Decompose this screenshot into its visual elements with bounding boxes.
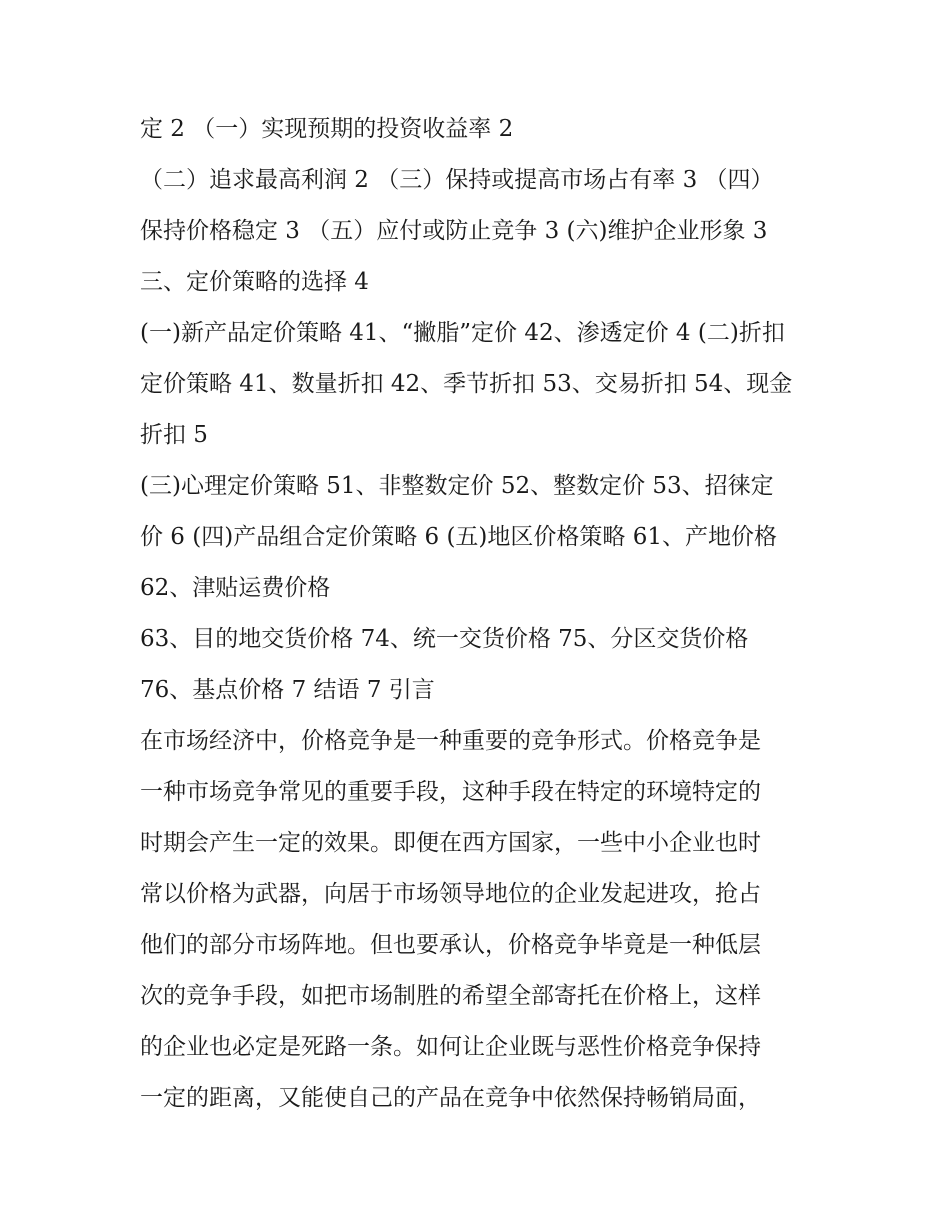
body-paragraph-line: 次的竞争手段，如把市场制胜的希望全部寄托在价格上，这样 xyxy=(140,983,761,1009)
toc-line: （二）追求最高利润 2 （三）保持或提高市场占有率 3 （四） xyxy=(140,167,774,193)
document-body xyxy=(140,104,820,1124)
toc-line: 62、津贴运费价格 xyxy=(140,575,331,601)
body-paragraph-line: 一种市场竞争常见的重要手段，这种手段在特定的环境特定的 xyxy=(140,779,761,805)
toc-heading: 三、定价策略的选择 4 xyxy=(140,269,369,295)
toc-line: 保持价格稳定 3 （五）应付或防止竞争 3 (六)维护企业形象 3 xyxy=(140,218,768,244)
body-paragraph-line: 时期会产生一定的效果。即便在西方国家，一些中小企业也时 xyxy=(140,830,761,856)
toc-line: 76、基点价格 7 结语 7 引言 xyxy=(140,677,435,703)
body-paragraph-line: 一定的距离，又能使自己的产品在竞争中依然保持畅销局面， xyxy=(140,1085,761,1111)
toc-line: (三)心理定价策略 51、非整数定价 52、整数定价 53、招徕定 xyxy=(140,473,774,499)
body-paragraph-line: 的企业也必定是死路一条。如何让企业既与恶性价格竞争保持 xyxy=(140,1034,761,1060)
toc-line: 折扣 5 xyxy=(140,422,208,448)
toc-line: 63、目的地交货价格 74、统一交货价格 75、分区交货价格 xyxy=(140,626,749,652)
toc-line: 定 2 （一）实现预期的投资收益率 2 xyxy=(140,116,514,142)
toc-line: 定价策略 41、数量折扣 42、季节折扣 53、交易折扣 54、现金 xyxy=(140,371,793,397)
body-paragraph-line: 常以价格为武器，向居于市场领导地位的企业发起进攻，抢占 xyxy=(140,881,761,907)
body-paragraph-line: 他们的部分市场阵地。但也要承认，价格竞争毕竟是一种低层 xyxy=(140,932,761,958)
toc-line: (一)新产品定价策略 41、“撇脂”定价 42、渗透定价 4 (二)折扣 xyxy=(140,320,785,346)
toc-line: 价 6 (四)产品组合定价策略 6 (五)地区价格策略 61、产地价格 xyxy=(140,524,777,550)
body-paragraph-line: 在市场经济中，价格竞争是一种重要的竞争形式。价格竞争是 xyxy=(140,728,761,754)
